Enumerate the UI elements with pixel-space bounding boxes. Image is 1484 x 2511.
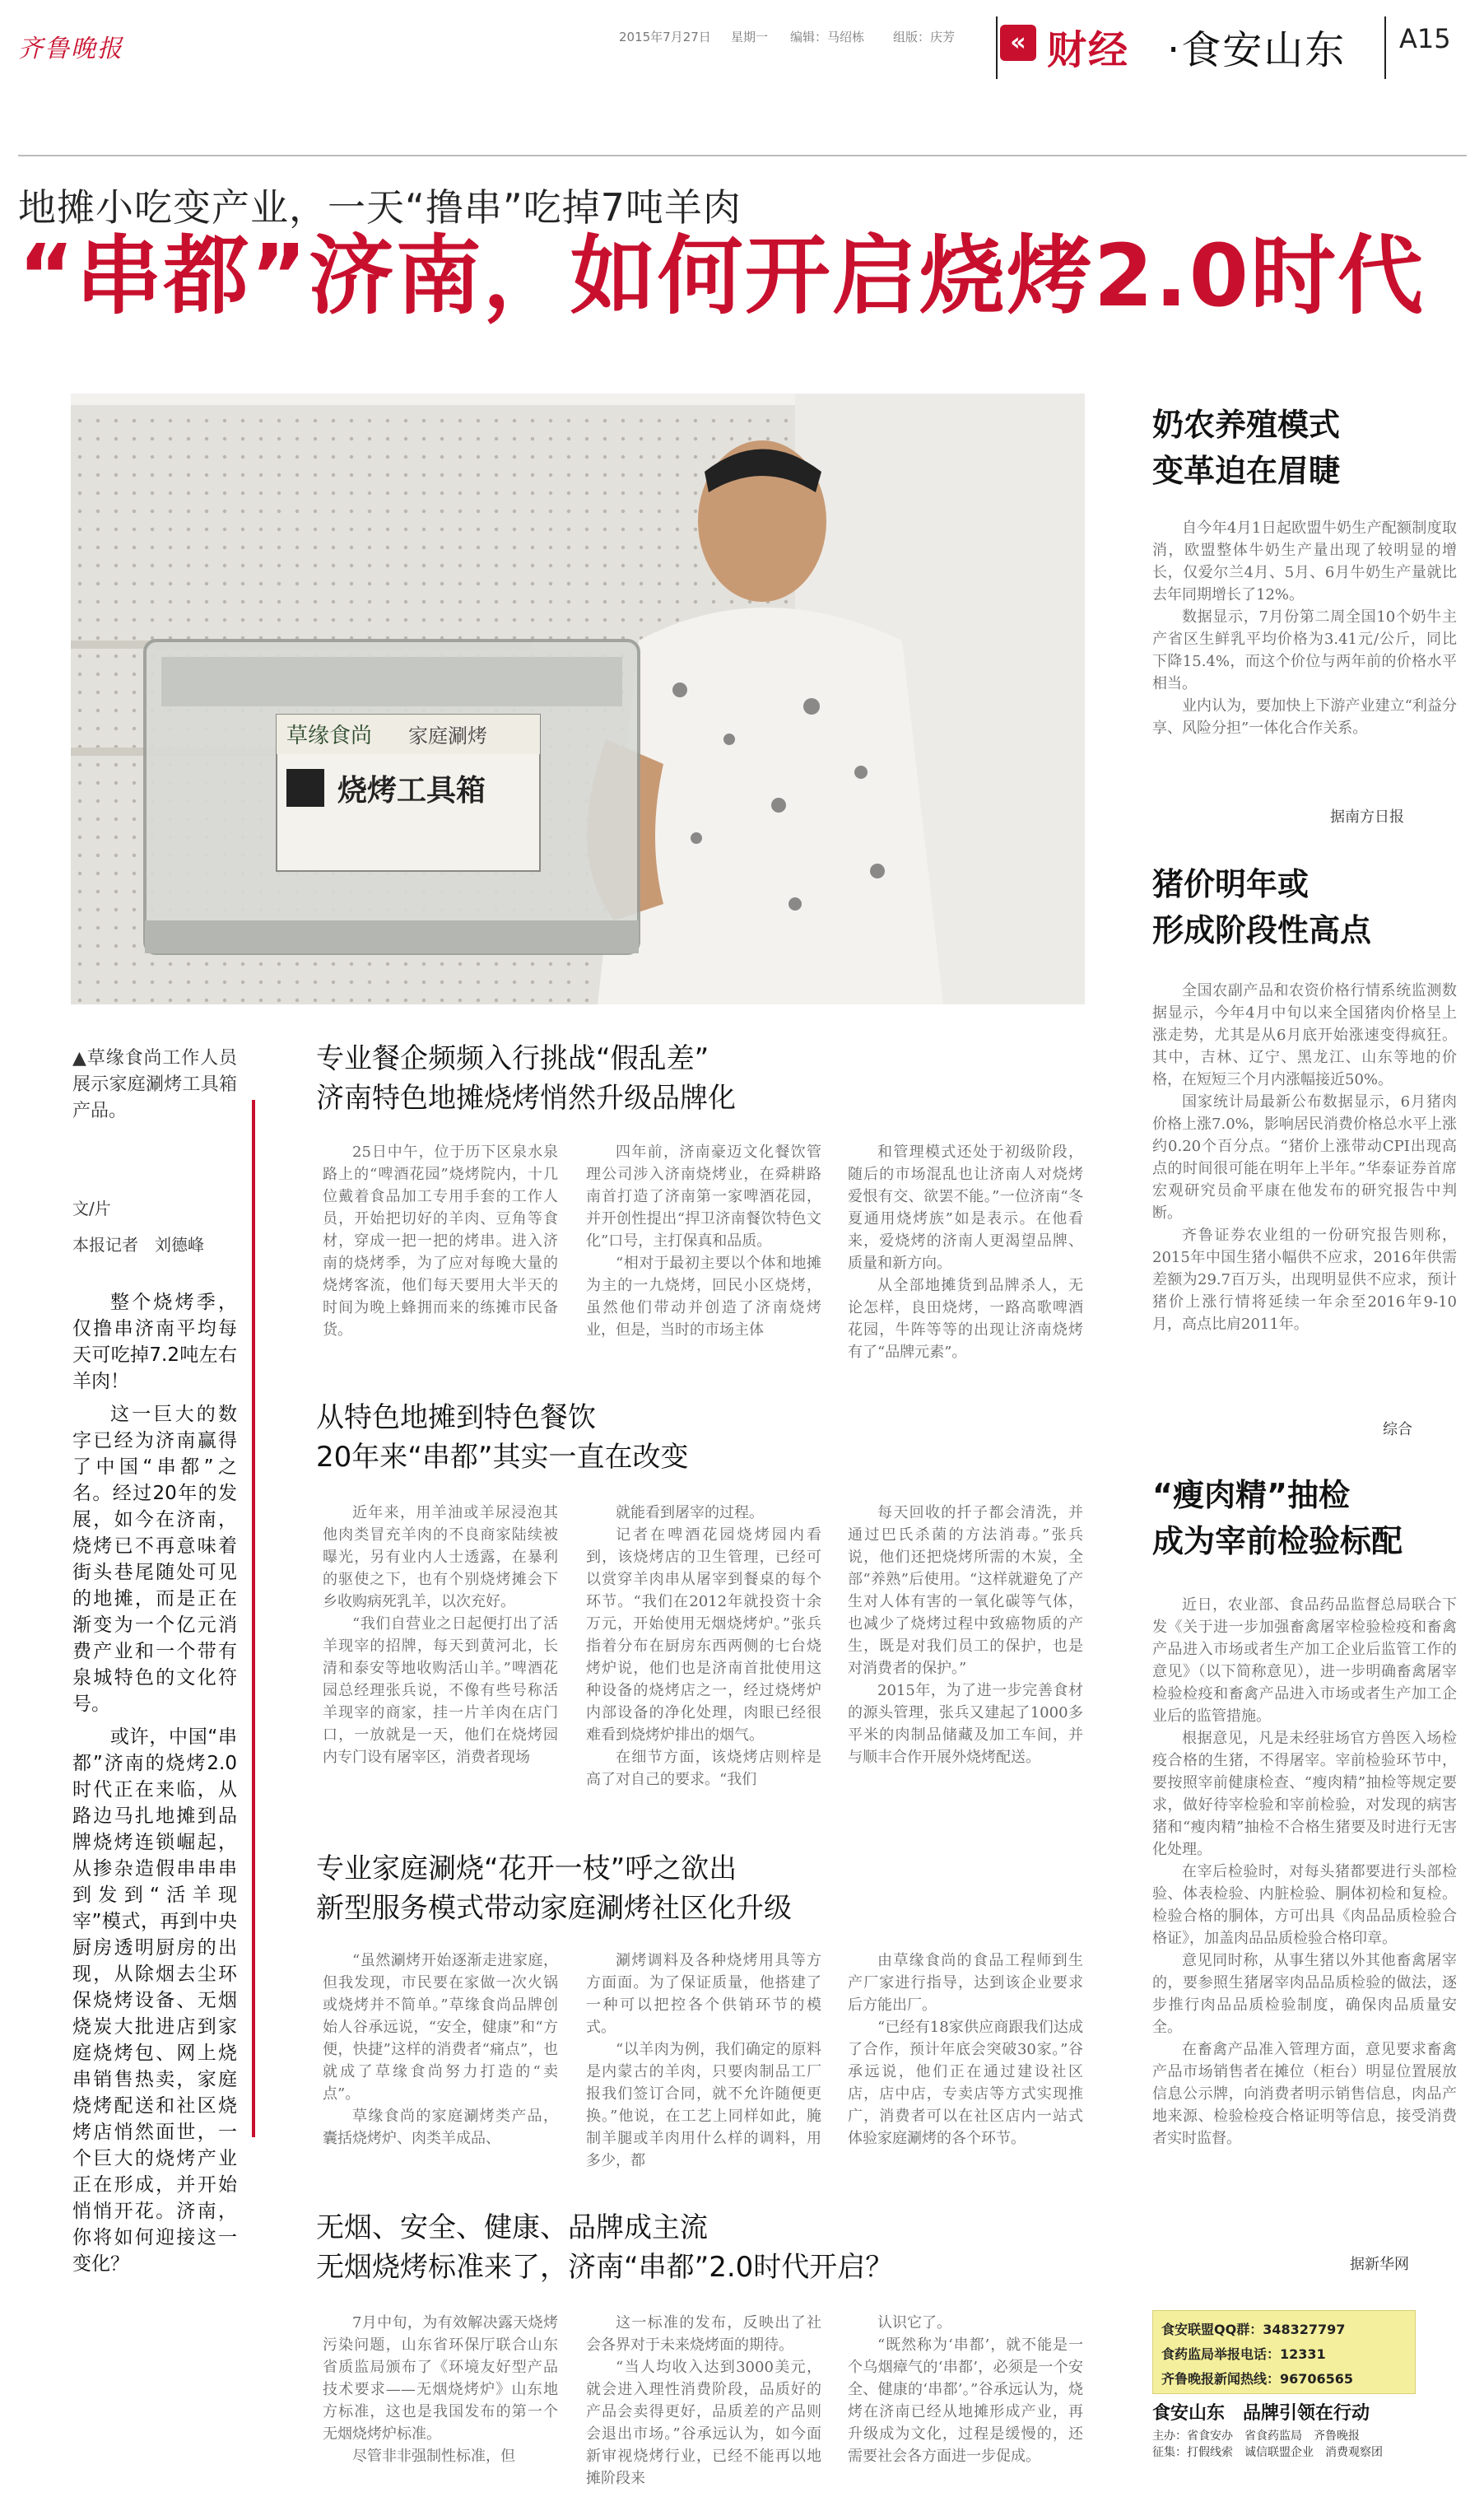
byline: 本报记者 刘德峰 [72, 1235, 204, 1255]
article-photo [71, 394, 1085, 1004]
sidebar-1-body: 自今年4月1日起欧盟牛奶生产配额制度取消，欧盟整体牛奶生产量出现了较明显的增长，仅爱尔兰4月、5月、6月牛奶生产量就比去年同期增长了12%。 数据显示，7月份第二周全国10个奶牛主产省区生鲜乳平均价格为3.41元/公斤，同比下降15.4%，而这个价位与两年前的价格水平相当。 业内认为，要加快上下游产业建立“利益分享、风险分担”一体化合作关系。 [1152, 519, 1457, 737]
intro-text [72, 1289, 237, 2284]
intro-paragraph: 整个烧烤季，仅撸串济南平均每天可吃掉7.2吨左右羊肉！ [72, 1292, 237, 1392]
section-subname: ·食安山东 [1167, 27, 1347, 73]
sidebar-3-body: 近日，农业部、食品药品监督总局联合下发《关于进一步加强畜禽屠宰检验检疫和畜禽产品进入市场或者生产加工企业后监管工作的意见》（以下简称意见），进一步明确畜禽屠宰检验检疫和畜禽产品进入市场或者生产加工企业后的监管措施。 根据意见，凡是未经驻场官方兽医入场检疫合格的生猪，不得屠宰。宰前检验环节中，要按照宰前健康检查、“瘦肉精”抽检等规定要求，做好待宰检验和宰前检验，对发现的病害猪和“瘦肉精”抽检不合格生猪要及时进行无害化处理。 在宰后检验时，对每头猪都要进行头部检验、体表检验、内脏检验、胴体初检和复检。检验合格的胴体，方可出具《肉品品质检验合格证》，加盖肉品品质检验合格印章。 意见同时称，从事生猪以外其他畜禽屠宰的，要参照生猪屠宰肉品品质检验的做法，逐步推行肉品品质检验制度，确保肉品质量安全。 在畜禽产品准入管理方面，意见要求畜禽产品市场销售者在摊位（柜台）明显位置展放信息公示牌，向消费者明示销售信息，肉品产地来源、检验检疫合格证明等信息，接受消费者实时监督。 [1152, 1596, 1457, 2147]
section-2-col-2: 就能看到屠宰的过程。 记者在啤酒花园烧烤园内看到，该烧烤店的卫生管理，已经可以赏穿羊肉串从屠宰到餐桌的每个环节。“我们在2012年就投资十余万元，开始使用无烟烧烤炉。”张兵指着分布在厨房东西两侧的七台烧烤炉说，他们也是济南首批使用这种设备的烧烤店之一，经过烧烤炉内部设备的净化处理，肉眼已经很难看到烧烤炉排出的烟气。 在细节方面，该烧烤店则梓是高了对自己的要求。“我们 [586, 1504, 821, 1788]
campaign-credits: 主办：省食安办 省食药监局 齐鲁晚报 征集：打假线索 诚信联盟企业 消费观察团 [1152, 2429, 1383, 2459]
section-1-col-2: 四年前，济南豪迈文化餐饮管理公司涉入济南烧烤业，在舜耕路南首打造了济南第一家啤酒花园，并开创性提出“捍卫济南餐饮特色文化”口号，主打保真和品质。 “相对于最初主要以个体和地摊为主的一九烧烤，回民小区烧烤，虽然他们带动并创造了济南烧烤业，但是，当时的市场主体 [586, 1144, 821, 1339]
ad-qq-line: 食安联盟QQ群：348327797 [1161, 2322, 1346, 2337]
page-number: A15 [1399, 23, 1451, 54]
section-3-title: 专业家庭涮烧“花开一枝”呼之欲出 新型服务模式带动家庭涮烤社区化升级 [316, 1852, 792, 1925]
section-4-title: 无烟、安全、健康、品牌成主流 无烟烧烤标准来了，济南“串都”2.0时代开启？ [316, 2211, 894, 2284]
issue-date: 2015年7月27日 [619, 30, 711, 44]
section-name: 财经 [1047, 27, 1130, 73]
main-headline: “串都”济南，如何开启烧烤2.0时代 [18, 226, 1425, 326]
accent-rule [252, 1100, 255, 2137]
sidebar-2-source: 综合 [1383, 1421, 1412, 1438]
ad-news-line: 齐鲁晚报新闻热线：96706565 [1161, 2371, 1354, 2387]
sidebar-1-source: 据南方日报 [1330, 808, 1404, 826]
section-4-col-2: 这一标准的发布，反映出了社会各界对于未来烧烤面的期待。 “当人均收入达到3000美元，就会进入理性消费阶段，品质好的产品会卖得更好，品质差的产品则会退出市场。”谷承远认为，如今面新审视烧烤行业，已经不能再以地摊阶段来 [586, 2314, 821, 2487]
photo-illustration [71, 394, 1085, 1004]
byline-label: 文/片 [72, 1199, 111, 1218]
section-2-title: 从特色地摊到特色餐饮 20年来“串都”其实一直在改变 [316, 1401, 689, 1474]
box-product-text: 家庭涮烤 [408, 724, 487, 748]
section-4-col-3: 认识它了。 “既然称为‘串都’，就不能是一个乌烟瘴气的‘串都’，必须是一个安全、健康的‘串都’。”谷承远认为，烧烤在济南已经从地摊形成产业，再升级成为文化，过程是缓慢的，还需要社会各方面进一步促成。 [848, 2314, 1083, 2465]
section-2-col-3: 每天回收的扦子都会清洗，并通过巴氏杀菌的方法消毒。”张兵说，他们还把烧烤所需的木炭，全部“养熟”后使用。“这样就避免了产生对人体有害的一氧化碳等气体，也减少了烧烤过程中致癌物质的产生，既是对我们员工的保护，也是对消费者的保护。” 2015年，为了进一步完善食材的源头管理，张兵又建起了1000多平米的肉制品储藏及加工车间，并与顺丰合作开展外烧烤配送。 [848, 1504, 1083, 1766]
editor-credit: 编辑：马绍栋 [790, 30, 865, 44]
section-1-title: 专业餐企频频入行挑战“假乱差” 济南特色地摊烧烤悄然升级品牌化 [316, 1042, 736, 1115]
sidebar-3-title: “瘦肉精”抽检 成为宰前检验标配 [1152, 1477, 1403, 1559]
section-2-col-1: 近年来，用羊油或羊尿浸泡其他肉类冒充羊肉的不良商家陆续被曝光，另有业内人士透露，在暴利的驱使之下，也有个别烧烤摊会下乡收购病死乳羊，以次充好。 “我们自营业之日起便打出了活羊现宰的招牌，每天到黄河北，长清和泰安等地收购活山羊。”啤酒花园总经理张兵说，不像有些号称活羊现宰的商家，挂一片羊肉在店门口，一放就是一天，他们在烧烤园内专门设有屠宰区，消费者现场 [323, 1504, 558, 1766]
sidebar-2-body: 全国农副产品和农资价格行情系统监测数据显示，今年4月中旬以来全国猪肉价格呈上涨走势，尤其是从6月底开始涨速变得疯狂。其中，吉林、辽宁、黑龙江、山东等地的价格，在短短三个月内涨幅接近50%。 国家统计局最新公布数据显示，6月猪肉价格上涨7.0%，影响居民消费价格总水平上涨约0.20个百分点。“猪价上涨带动CPI出现高点的时间很可能在明年上半年。”华泰证券首席宏观研究员俞平康在他发布的研究报告中判断。 齐鲁证券农业组的一份研究报告则称，2015年中国生猪小幅供不应求，2016年供需差额为29.7百万头，出现明显供不应求，预计猪价上涨行情将延续一年余至2016年9-10月，高点比肩2011年。 [1152, 982, 1457, 1333]
box-brand-text: 草缘食尚 [286, 724, 373, 748]
food-safety-ad [1152, 2310, 1416, 2394]
sidebar-1-title: 奶农养殖模式 变革迫在眉睫 [1152, 407, 1341, 489]
section-chevron-icon: « [1000, 25, 1036, 61]
section-3-col-3: 由草缘食尚的食品工程师到生产厂家进行指导，达到该企业要求后方能出厂。 “已经有18家供应商跟我们达成了合作，预计年底会突破30家。”谷承远说，他们正在通过建设社区店，店中店，专卖店等方式实现推广，消费者可以在社区店内一站式体验家庭涮烤的各个环节。 [848, 1952, 1083, 2147]
box-label-text: 烧烤工具箱 [337, 774, 486, 808]
layout-credit: 组版：庆芳 [893, 30, 956, 44]
photo-caption: ▲草缘食尚工作人员展示家庭涮烤工具箱产品。 [72, 1048, 237, 1121]
sidebar-2-title: 猪价明年或 形成阶段性高点 [1152, 866, 1372, 948]
issue-weekday: 星期一 [731, 30, 769, 44]
intro-paragraph: 这一巨大的数字已经为济南赢得了中国“串都”之名。经过20年的发展，如今在济南，烧烤已不再意味着街头巷尾随处可见的地摊，而是正在渐变为一个亿元消费产业和一个带有泉城特色的文化符号。 [72, 1404, 237, 1715]
section-4-col-1: 7月中旬，为有效解决露天烧烤污染问题，山东省环保厅联合山东省质监局颁布了《环境友好型产品技术要求——无烟烧烤炉》山东地方标准，这也是我国发布的第一个无烟烧烤炉标准。 尽管非非强制性标准，但 [323, 2314, 558, 2465]
kicker-headline: 地摊小吃变产业，一天“撸串”吃掉7吨羊肉 [18, 185, 742, 230]
ad-hotline-line: 食药监局举报电话：12331 [1161, 2346, 1326, 2362]
sidebar-3-source: 据新华网 [1350, 2256, 1409, 2273]
header-divider [18, 155, 1467, 156]
intro-paragraph: 或许，中国“串都”济南的烧烤2.0时代正在来临，从路边马扎地摊到品牌烧烤连锁崛起，从掺杂造假串串串到发到“活羊现宰”模式，再到中央厨房透明厨房的出现，从除烟去尘环保烧烤设备、无烟烧炭大批进店到家庭烧烤包、网上烧串销售热卖，家庭烧烤配送和社区烧烤店悄然面世，一个巨大的烧烤产业正在形成，并开始悄悄开花。济南，你将如何迎接这一变化？ [72, 1726, 237, 2275]
campaign-tagline: 食安山东 品牌引领在行动 [1152, 2403, 1370, 2424]
section-1-col-1: 25日中午，位于历下区泉水泉路上的“啤酒花园”烧烤院内，十几位戴着食品加工专用手套的工作人员，开始把切好的羊肉、豆角等食材，穿成一把一把的烤串。进入济南的烧烤季，为了应对每晚大量的烧烤客流，他们每天要用大半天的时间为晚上蜂拥而来的练摊市民备货。 [323, 1144, 558, 1339]
section-3-col-1: “虽然涮烤开始逐渐走进家庭，但我发现，市民要在家做一次火锅或烧烤并不简单。”草缘食尚品牌创始人谷承远说，“安全，健康”和“方便，快捷”这样的消费者“痛点”，也就成了草缘食尚努力打造的“卖点”。 草缘食尚的家庭涮烤类产品，囊括烧烤炉、肉类羊成品、 [323, 1952, 558, 2147]
masthead-logo: 齐鲁晚报 [18, 35, 123, 63]
section-1-col-3: 和管理模式还处于初级阶段，随后的市场混乱也让济南人对烧烤爱恨有交、欲罢不能。”一位济南“冬夏通用烧烤族”如是表示。在他看来，爱烧烤的济南人更渴望品牌、质量和新方向。 从全部地摊货到品牌杀人，无论怎样，良田烧烤，一路高歌啤酒花园，牛阵等等的出现让济南烧烤有了“品牌元素”。 [848, 1144, 1083, 1361]
section-3-col-2: 涮烤调料及各种烧烤用具等方方面面。为了保证质量，他搭建了一种可以把控各个供销环节的模式。 “以羊肉为例，我们确定的原料是内蒙古的羊肉，只要肉制品工厂报我们签订合同，就不允许随便更换。”他说，在工艺上同样如此，腌制羊腿或羊肉用什么样的调料，用多少，都 [586, 1952, 821, 2169]
